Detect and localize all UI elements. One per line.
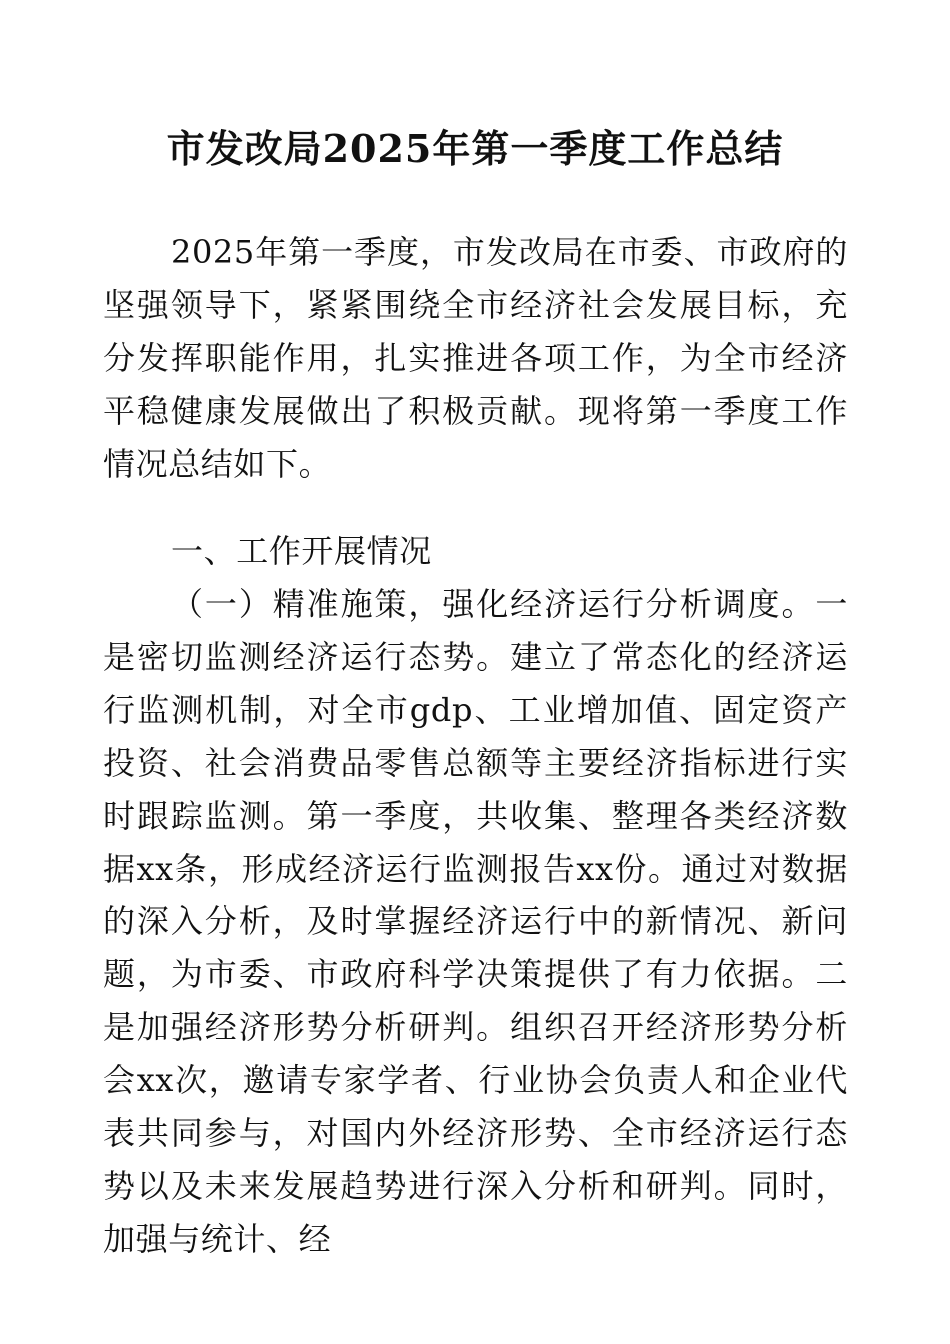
section-heading: 一、工作开展情况 bbox=[171, 532, 432, 570]
document-title: 市发改局2025年第一季度工作总结 bbox=[166, 126, 784, 171]
intro-paragraph: 2025年第一季度，市发改局在市委、市政府的坚强领导下，紧紧围绕全市经济社会发展目标，充分发挥职能作用，扎实推进各项工作，为全市经济平稳健康发展做出了积极贡献。现将第一季度工作情况总结如下。 bbox=[103, 233, 848, 483]
body-paragraph: （一）精准施策，强化经济运行分析调度。一是密切监测经济运行态势。建立了常态化的经济运行监测机制，对全市gdp、工业增加值、固定资产投资、社会消费品零售总额等主要经济指标进行实时跟踪监测。第一季度，共收集、整理各类经济数据xx条，形成经济运行监测报告xx份。通过对数据的深入分析，及时掌握经济运行中的新情况、新问题，为市委、市政府科学决策提供了有力依据。二是加强经济形势分析研判。组织召开经济形势分析会xx次，邀请专家学者、行业协会负责人和企业代表共同参与，对国内外经济形势、全市经济运行态势以及未来发展趋势进行深入分析和研判。同时，加强与统计、经 bbox=[103, 585, 848, 1258]
